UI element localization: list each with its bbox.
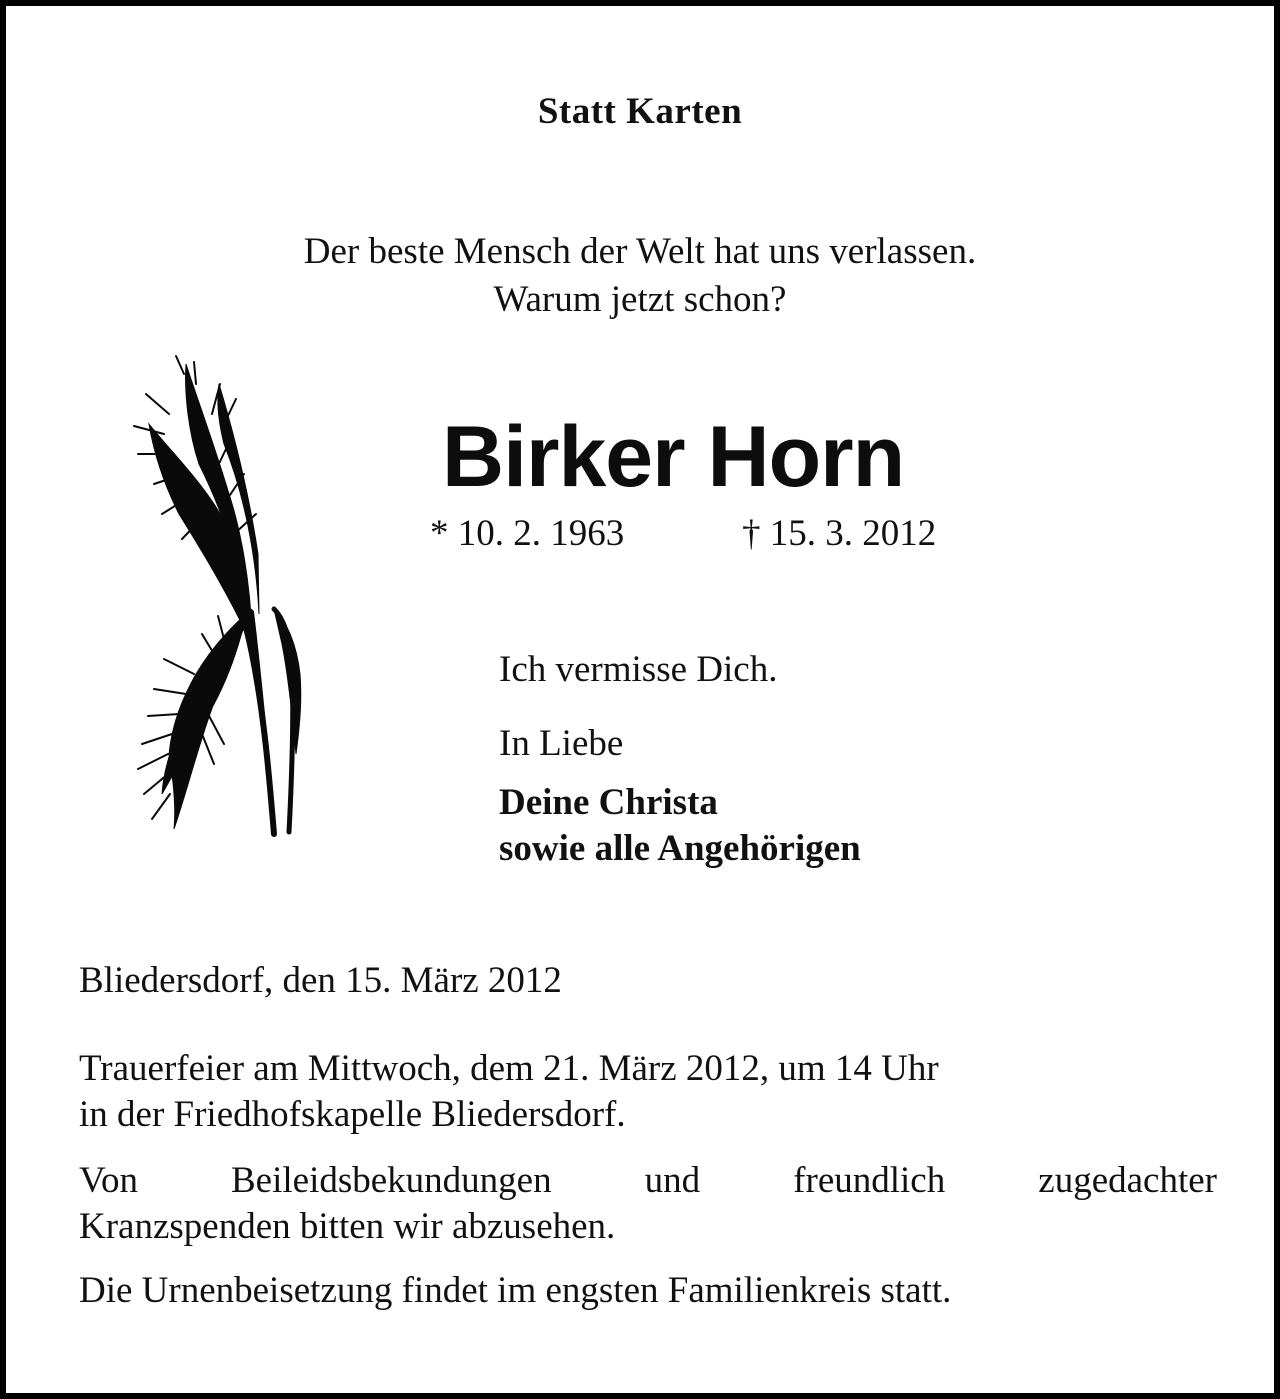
motto-line-2: Warum jetzt schon?: [493, 279, 787, 320]
signature-christa: Deine Christa: [499, 782, 718, 823]
service-line-1: Trauerfeier am Mittwoch, dem 21. März 2012, um 14 Uhr: [79, 1048, 939, 1089]
burial-paragraph: [79, 1268, 1217, 1314]
signature-relatives: sowie alle Angehörigen: [499, 828, 861, 869]
death-date: † 15. 3. 2012: [742, 513, 937, 554]
message-miss-you: Ich vermisse Dich.: [499, 649, 778, 690]
motto-line-1: Der beste Mensch der Welt hat uns verlassen.: [303, 231, 977, 272]
funeral-service-paragraph: [79, 1046, 1217, 1138]
burial-line: Die Urnenbeisetzung findet im engsten Familienkreis statt.: [79, 1270, 952, 1311]
service-line-2: in der Friedhofskapelle Bliedersdorf.: [79, 1094, 626, 1135]
birth-date: * 10. 2. 1963: [430, 513, 625, 554]
condolence-paragraph: [79, 1158, 1217, 1250]
message-in-love: In Liebe: [499, 723, 624, 764]
condolence-line-1: Von Beileidsbekundungen und freundlich zugedachter: [79, 1160, 1217, 1201]
grass-ear-icon: [124, 354, 314, 839]
heading-statt-karten: Statt Karten: [537, 91, 743, 132]
motto: [6, 228, 1274, 324]
deceased-name: Birker Horn: [442, 409, 905, 505]
condolence-line-2: Kranzspenden bitten wir abzusehen.: [79, 1206, 616, 1247]
place-and-date: Bliedersdorf, den 15. März 2012: [79, 960, 562, 1001]
